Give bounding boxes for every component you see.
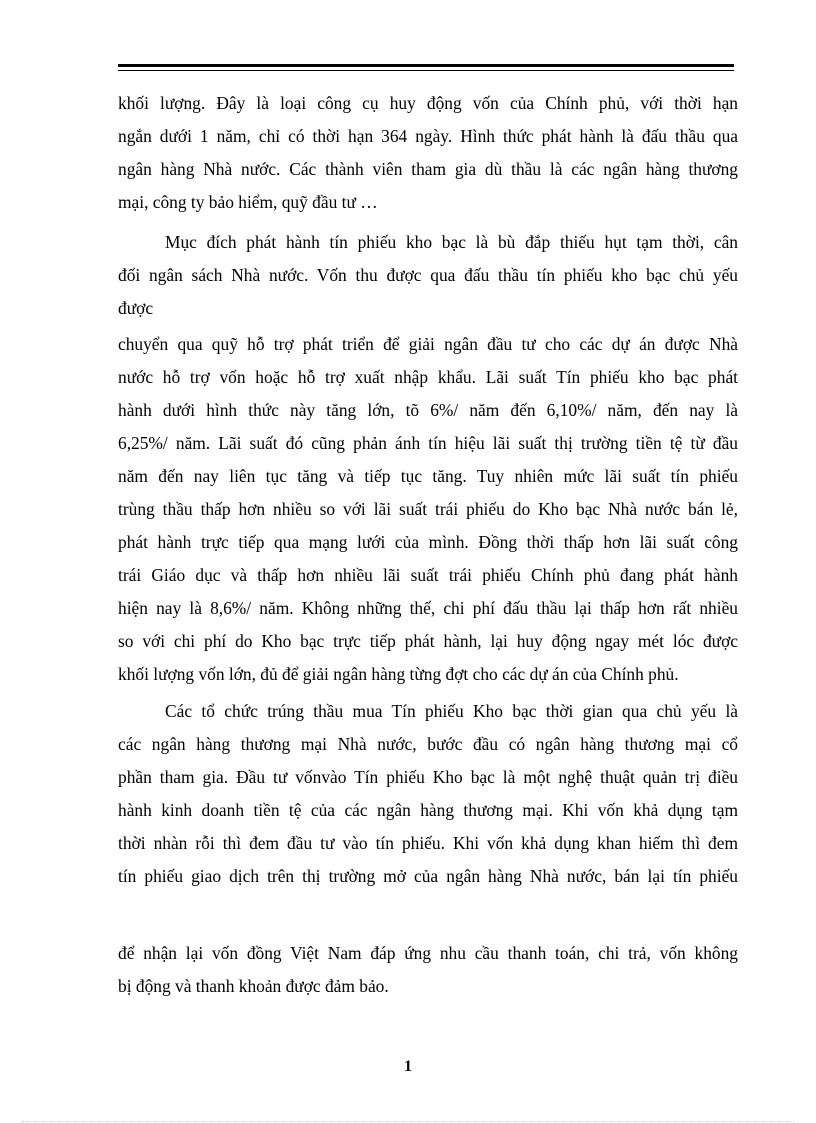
text-line: Mục đích phát hành tín phiếu kho bạc là bù đắp thiếu hụt tạm thời, cân: [165, 232, 738, 252]
text-line: đối ngân sách Nhà nước. Vốn thu được qua đấu thầu tín phiếu kho bạc chủ yếu: [118, 265, 738, 285]
text-line: để nhận lại vốn đồng Việt Nam đáp ứng nhu cầu thanh toán, chi trả, vốn không: [118, 943, 738, 963]
text-line: 6,25%/ năm. Lãi suất đó cũng phản ánh tín hiệu lãi suất thị trường tiền tệ từ đầu: [118, 433, 738, 453]
page-number: 1: [404, 1058, 412, 1075]
text-line: bị động và thanh khoản được đảm bảo.: [118, 976, 389, 996]
header-rule-thick: [118, 64, 734, 67]
text-line: trùng thầu thấp hơn nhiều so với lãi suất trái phiếu do Kho bạc Nhà nước bán lẻ,: [118, 499, 738, 519]
page-bottom-border: [22, 1121, 794, 1122]
text-line: khối lượng vốn lớn, đủ để giải ngân hàng từng đợt cho các dự án của Chính phủ.: [118, 664, 679, 684]
text-line: thời nhàn rỗi thì đem đầu tư vào tín phiếu. Khi vốn khả dụng khan hiếm thì đem: [118, 833, 738, 853]
text-line: các ngân hàng thương mại Nhà nước, bước đầu có ngân hàng thương mại cổ: [118, 734, 738, 754]
text-line: phát hành trực tiếp qua mạng lưới của mình. Đồng thời thấp hơn lãi suất công: [118, 532, 738, 552]
text-line: khối lượng. Đây là loại công cụ huy động vốn của Chính phủ, với thời hạn: [118, 93, 738, 113]
text-line: hành kinh doanh tiền tệ của các ngân hàng thương mại. Khi vốn khả dụng tạm: [118, 800, 738, 820]
text-line: trái Giáo dục và thấp hơn nhiều lãi suất trái phiếu Chính phủ đang phát hành: [118, 565, 738, 585]
text-line: so với chi phí do Kho bạc trực tiếp phát hành, lại huy động ngay mét lóc được: [118, 631, 738, 651]
text-line: chuyển qua quỹ hỗ trợ phát triển để giải ngân đầu tư cho các dự án được Nhà: [118, 334, 738, 354]
text-line: hành dưới hình thức này tăng lớn, tõ 6%/ năm đến 6,10%/ năm, đến nay là: [118, 400, 738, 420]
text-line: tín phiếu giao dịch trên thị trường mở của ngân hàng Nhà nước, bán lại tín phiếu: [118, 866, 738, 886]
text-line: ngân hàng Nhà nước. Các thành viên tham gia dù thầu là các ngân hàng thương: [118, 159, 738, 179]
text-line: Các tổ chức trúng thầu mua Tín phiếu Kho bạc thời gian qua chủ yếu là: [165, 701, 738, 721]
text-line: hiện nay là 8,6%/ năm. Không những thế, chi phí đấu thầu lại thấp hơn rất nhiều: [118, 598, 738, 618]
text-line: ngắn dưới 1 năm, chỉ có thời hạn 364 ngày. Hình thức phát hành là đấu thầu qua: [118, 126, 738, 146]
header-rule-thin: [118, 70, 734, 71]
text-line: phần tham gia. Đầu tư vốnvào Tín phiếu Kho bạc là một nghệ thuật quản trị điều: [118, 767, 738, 787]
text-line: năm đến nay liên tục tăng và tiếp tục tăng. Tuy nhiên mức lãi suất tín phiếu: [118, 466, 738, 486]
text-line: nước hỗ trợ vốn hoặc hỗ trợ xuất nhập khẩu. Lãi suất Tín phiếu kho bạc phát: [118, 367, 738, 387]
text-line: được: [118, 298, 154, 318]
text-line: mại, công ty bảo hiểm, quỹ đầu tư …: [118, 192, 378, 212]
